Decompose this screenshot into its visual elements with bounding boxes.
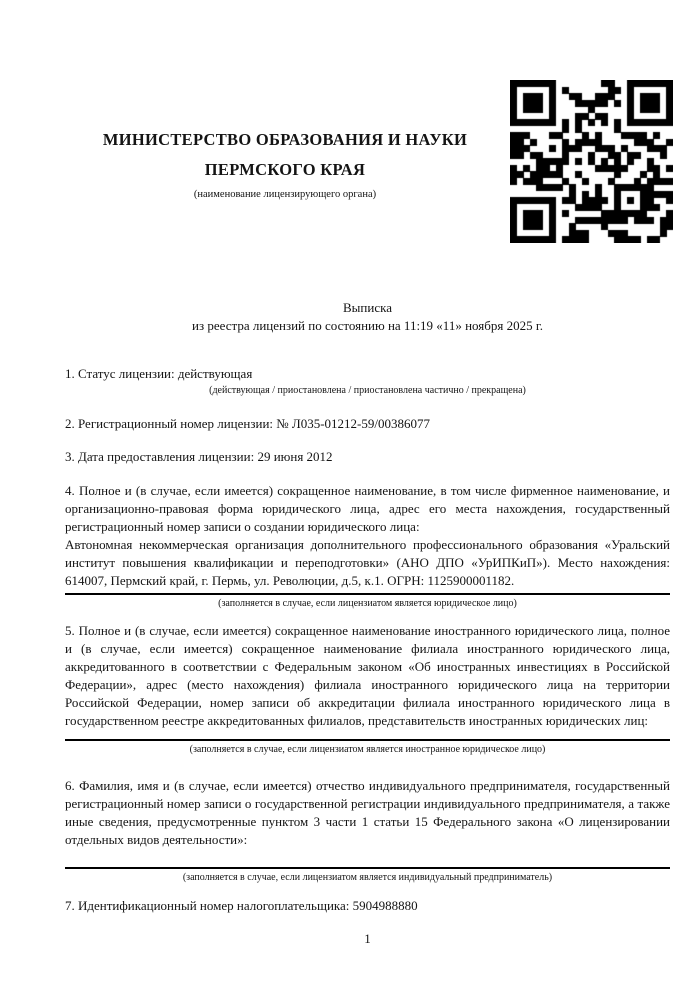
- item-4-fill-line: [65, 593, 670, 595]
- item-1-license-status: [65, 365, 670, 397]
- item-5-foreign-entity: [65, 622, 670, 756]
- item-2-text: 2. Регистрационный номер лицензии: № Л035-01212-59/00386077: [65, 416, 431, 431]
- document-title-line1: Выписка: [343, 300, 392, 315]
- item-1-text: 1. Статус лицензии: действующая: [65, 366, 253, 381]
- item-5-text: 5. Полное и (в случае, если имеется) сокращенное наименование иностранного юридического лица, полное и (в случае, если имеется) сокращенное наименование филиала иностранного юридического лица, аккредитованного в соответствии с Федеральным законом «Об иностранных инвестициях в Российской Федерации», адрес (место нахождения) филиала иностранного юридического лица на территории Российской Федерации, номер записи об аккредитации филиала иностранного юридического лица в государственном реестре аккредитованных филиалов, представительств иностранных юридических лиц:: [65, 623, 670, 728]
- item-4-text: 4. Полное и (в случае, если имеется) сокращенное наименование, в том числе фирменное наименование, и организационно-правовая форма юридического лица, адрес его места нахождения, государственный регистрационный номер записи о создании юридического лица:: [65, 483, 670, 534]
- item-3-text: 3. Дата предоставления лицензии: 29 июня 2012: [65, 449, 333, 464]
- qr-code-icon: [510, 80, 673, 243]
- item-6-text: 6. Фамилия, имя и (в случае, если имеется) отчество индивидуального предпринимателя, государственный регистрационный номер записи о государственной регистрации индивидуального предпринимателя, а также иные сведения, предусмотренные пунктом 3 части 1 статьи 15 Федерального закона «О лицензировании отдельных видов деятельности»:: [65, 778, 670, 847]
- item-2-registration-number: [65, 415, 670, 433]
- item-5-fill-line: [65, 739, 670, 741]
- ministry-name-line1: МИНИСТЕРСТВО ОБРАЗОВАНИЯ И НАУКИ: [102, 130, 468, 149]
- item-1-note: (действующая / приостановлена / приостановлена частично / прекращена): [209, 385, 526, 396]
- document-content: [0, 125, 700, 948]
- item-5-note: (заполняется в случае, если лицензиатом является иностранное юридическое лицо): [189, 744, 546, 755]
- ministry-name-note: (наименование лицензирующего органа): [193, 189, 377, 200]
- item-4-note: (заполняется в случае, если лицензиатом является юридическое лицо): [218, 598, 517, 609]
- item-4-legal-entity: [65, 482, 670, 610]
- item-6-fill-line: [65, 867, 670, 869]
- licensing-authority-header: [65, 125, 505, 202]
- page-number: 1: [364, 931, 371, 946]
- item-6-note: (заполняется в случае, если лицензиатом является индивидуальный предприниматель): [182, 872, 553, 883]
- item-7-taxpayer-number: [65, 897, 670, 915]
- item-7-text: 7. Идентификационный номер налогоплательщика: 5904988880: [65, 898, 418, 913]
- item-4-value: Автономная некоммерческая организация дополнительного профессионального образования «Уральский институт повышения квалификации и переподготовки» (АНО ДПО «УрИПКиП»). Место нахождения: 614007, Пермский край, г. Пермь, ул. Революции, д.5, к.1. ОГРН: 1125900001182.: [65, 537, 670, 588]
- document-title-line2: из реестра лицензий по состоянию на 11:19 «11» ноября 2025 г.: [192, 318, 543, 333]
- item-6-individual-entrepreneur: [65, 777, 670, 884]
- document-title: [65, 299, 670, 335]
- item-3-grant-date: [65, 448, 670, 466]
- ministry-name-line2: ПЕРМСКОГО КРАЯ: [204, 160, 366, 179]
